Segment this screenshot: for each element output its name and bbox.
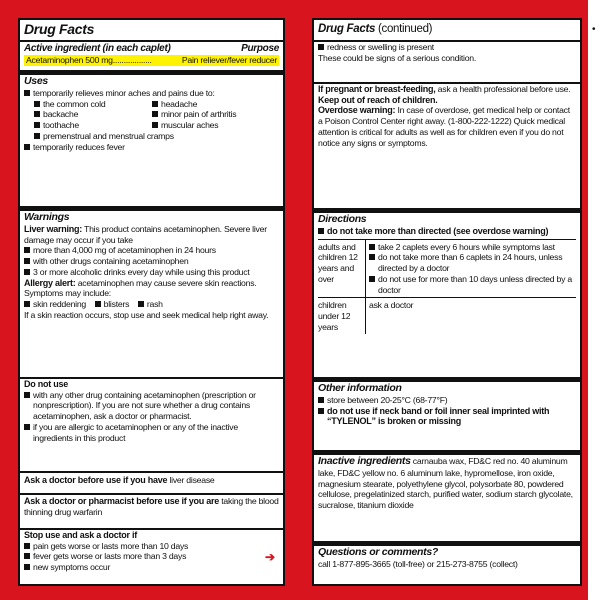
directions-text: ask a doctor (369, 300, 414, 311)
bullet-square-icon (95, 301, 101, 307)
donot-item: with any other drug containing acetaminophen (prescription or nonprescription). If you are not sure whether a drug contains acetaminophen, ask a doctor or pharmacist. (24, 390, 279, 422)
bullet-square-icon (318, 228, 324, 234)
directions-section (314, 208, 580, 334)
bullet-square-icon (24, 301, 30, 307)
uses-item: the common cold (34, 99, 152, 110)
header-section (20, 20, 283, 38)
uses-item: minor pain of arthritis (152, 109, 279, 120)
active-purpose: Pain reliever/fever reducer (181, 55, 277, 65)
liver-item: more than 4,000 mg of acetaminophen in 24 hours (24, 245, 279, 256)
bullet-square-icon (152, 122, 158, 128)
bullet-square-icon (24, 543, 30, 549)
drug-facts-panel-right (312, 18, 582, 586)
header-section (314, 20, 580, 38)
directions-age-label: adults and children 12 years and over (318, 240, 366, 298)
allergy-after: If a skin reaction occurs, stop use and seek medical help right away. (24, 309, 269, 320)
bullet-square-icon (34, 111, 40, 117)
bullet-square-icon (24, 392, 30, 398)
bullet-square-icon (24, 258, 30, 264)
keep-out: Keep out of reach of children. (318, 94, 438, 105)
directions-item: do not take more than 6 caplets in 24 hours, unless directed by a doctor (369, 252, 576, 273)
warnings-section (20, 206, 283, 320)
stop-heading: Stop use and ask a doctor if (24, 530, 138, 540)
liver-item: with other drugs containing acetaminophen (24, 256, 279, 267)
arrow-right-icon: ➔ (264, 550, 275, 564)
directions-age-label: children under 12 years (318, 298, 366, 334)
uses-item: headache (152, 99, 279, 110)
uses-item: premenstrual and menstrual cramps (24, 131, 279, 142)
bullet-square-icon (369, 254, 375, 260)
stop-item: new symptoms occur (24, 562, 279, 573)
bullet-square-icon (152, 111, 158, 117)
uses-intro: temporarily relieves minor aches and pains due to: (24, 88, 279, 99)
panel-title: Drug Facts (continued) (318, 23, 433, 35)
donot-item: if you are allergic to acetaminophen or any of the inactive ingredients in this product (24, 422, 279, 443)
bullet-square-icon (318, 408, 324, 414)
stop-after: These could be signs of a serious condition. (318, 52, 477, 63)
ask-doctor-section (20, 471, 283, 486)
bullet-square-icon (24, 564, 30, 570)
other-info-section (314, 377, 580, 427)
bullet-square-icon (152, 101, 158, 107)
active-heading: Active ingredient (in each caplet) (24, 43, 171, 54)
bullet-square-icon (24, 424, 30, 430)
ask-pharmacist-section (20, 493, 283, 517)
bullet-square-icon (24, 553, 30, 559)
stop-item: redness or swelling is present (318, 42, 576, 53)
uses-item: backache (34, 109, 152, 120)
inactive-section (314, 450, 580, 511)
questions-section (314, 541, 580, 570)
directions-row-children (318, 298, 576, 334)
other-item: store between 20-25°C (68-77°F) (318, 395, 576, 406)
liver-item: 3 or more alcoholic drinks every day while using this product (24, 267, 279, 278)
bullet-square-icon (369, 244, 375, 250)
directions-table (318, 239, 576, 335)
corner-mark: • (592, 24, 596, 35)
uses-item: toothache (34, 120, 152, 131)
donot-section (20, 377, 283, 443)
bullet-square-icon (318, 397, 324, 403)
ask-doctor: Ask a doctor before use if you have liver disease (24, 475, 215, 485)
liver-warning: Liver warning: This product contains acetaminophen. Severe liver damage may occur if you take (24, 224, 267, 245)
stop-use-section (20, 528, 283, 573)
bullet-square-icon (138, 301, 144, 307)
directions-heading: Directions (318, 213, 367, 225)
stop-use-continued (314, 40, 580, 63)
bullet-square-icon (34, 122, 40, 128)
directions-first: do not take more than directed (see overdose warning) (318, 226, 576, 237)
stop-item: fever gets worse or lasts more than 3 days (24, 551, 279, 562)
uses-item: muscular aches (152, 120, 279, 131)
bullet-square-icon (24, 247, 30, 253)
pregnancy-section (314, 82, 580, 148)
bullet-square-icon (24, 90, 30, 96)
active-ingredient: Acetaminophen 500 mg.................. (26, 55, 152, 65)
other-heading: Other information (318, 382, 402, 394)
active-ingredient-row (24, 55, 279, 66)
bullet-square-icon (34, 133, 40, 139)
bullet-square-icon (318, 44, 324, 50)
donot-heading: Do not use (24, 379, 68, 389)
panel-title: Drug Facts (24, 21, 95, 37)
purpose-heading: Purpose (241, 43, 279, 54)
bullet-square-icon (34, 101, 40, 107)
questions-phone: call 1-877-895-3665 (toll-free) or 215-273-8755 (collect) (318, 559, 518, 569)
stop-item: pain gets worse or lasts more than 10 days (24, 541, 279, 552)
allergy-alert: Allergy alert: acetaminophen may cause severe skin reactions. Symptoms may include: (24, 277, 257, 299)
bullet-square-icon (24, 144, 30, 150)
directions-item: take 2 caplets every 6 hours while symptoms last (369, 242, 576, 253)
directions-item: do not use for more than 10 days unless directed by a doctor (369, 274, 576, 295)
allergy-items: skin reddening blisters rash (24, 299, 279, 310)
bullet-square-icon (24, 269, 30, 275)
drug-facts-panel-left (18, 18, 285, 586)
uses-section (20, 70, 283, 152)
ask-pharmacist: Ask a doctor or pharmacist before use if you are taking the blood thinning drug warfarin (24, 496, 279, 517)
uses-heading: Uses (24, 75, 48, 87)
inactive-ingredients: Inactive ingredients carnauba wax, FD&C red no. 40 aluminum lake, FD&C yellow no. 6 aluminum lake, hypromellose, iron oxide, magnesium stearate, polyethylene glycol, polysorbate 80, powdered cellulose, pregelatinized starch, purified water, sodium starch glycolate, sucralose, titanium dioxide (318, 455, 573, 511)
active-section (20, 40, 283, 66)
overdose-warning: Overdose warning: In case of overdose, get medical help or contact a Poison Control Center right away. (1-800-222-1222) Quick medical attention is critical for adults as well as for children even if you do not notice any signs or symptoms. (318, 105, 570, 148)
other-item-bold: do not use if neck band or foil inner seal imprinted with “TYLENOL” is broken or missing (318, 406, 576, 427)
questions-heading: Questions or comments? (318, 546, 439, 558)
pregnancy-warning: If pregnant or breast-feeding, ask a health professional before use. (318, 84, 571, 94)
uses-fever: temporarily reduces fever (24, 142, 279, 153)
warnings-heading: Warnings (24, 211, 70, 223)
bullet-square-icon (369, 276, 375, 282)
directions-row-adults (318, 240, 576, 299)
